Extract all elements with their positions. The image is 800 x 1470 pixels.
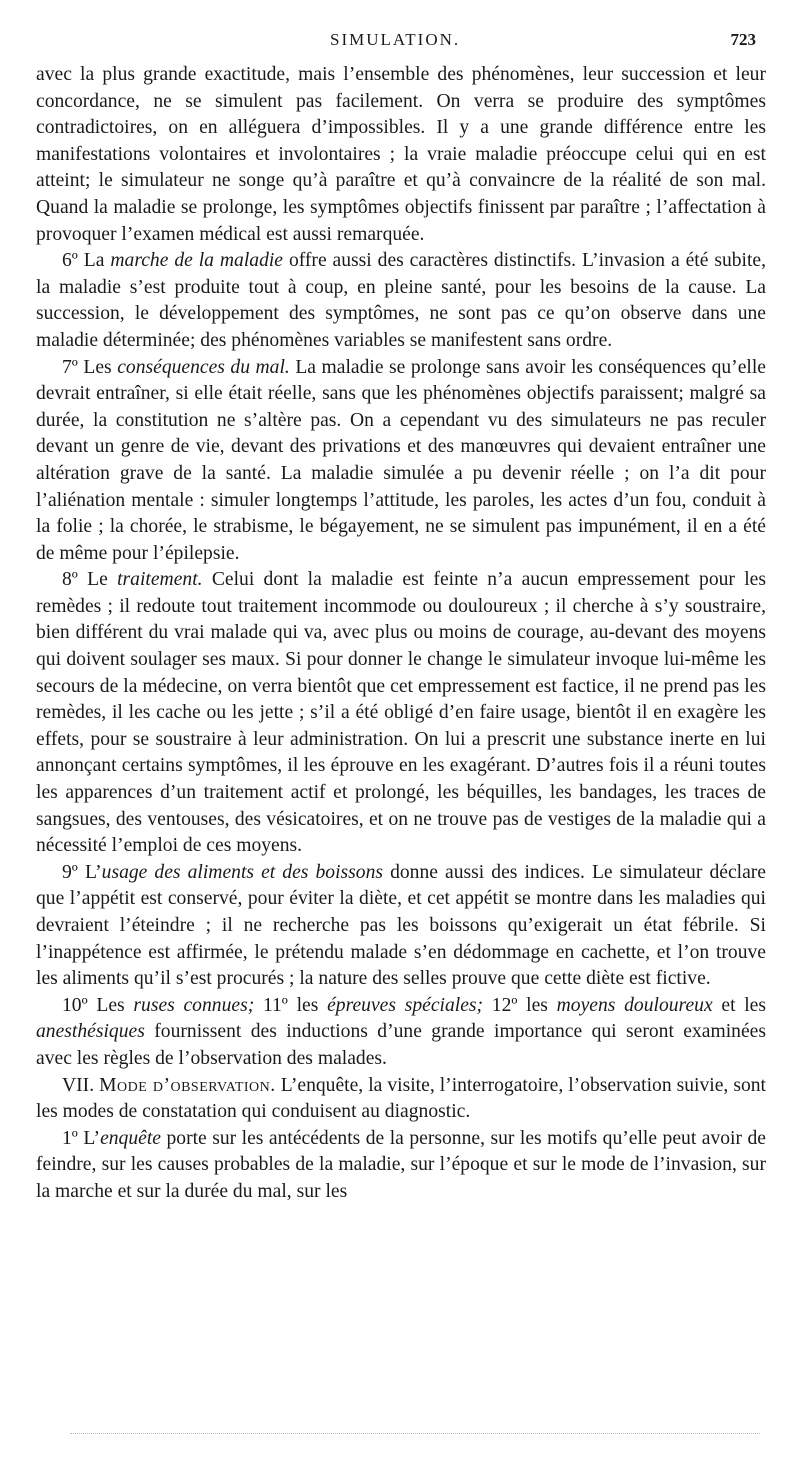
paragraph-lead: Les: [83, 356, 112, 378]
item-number: 7º: [62, 356, 78, 378]
emphasized-term: moyens douloureux: [556, 994, 713, 1016]
paragraph-text: donne aussi des indices. Le simulateur déclare que l’appétit est conservé, pour éviter la diète, et cet appétit se montre dans les maladies qui devraient l’éteindre ; il ne recherche pas les boissons qu’exigerait un état fébrile. Si l’inappétence est affirmée, le prétendu malade s’en dédommage en cachette, et l’on trouve les aliments qu’il s’est procurés ; la nature des selles prouve que cette diète est fictive.: [36, 861, 767, 990]
paragraph-1: [36, 1126, 766, 1206]
paragraph-lead: les: [296, 994, 319, 1016]
emphasized-term: enquête: [100, 1127, 161, 1149]
paragraph-text: porte sur les antécédents de la personne, sur les motifs qu’elle peut avoir de feindre, sur les causes probables de la maladie, sur l’époque et sur le mode de l’invasion, sur la marche et sur la durée du mal, sur les: [36, 1127, 766, 1202]
paragraph-7: [36, 355, 766, 568]
emphasized-term: ruses connues;: [133, 994, 255, 1016]
emphasized-term: conséquences du mal.: [117, 356, 290, 378]
paragraph-text: L’enquête, la visite, l’interrogatoire, l’observation suivie, sont les modes de constatation qui conduisent au diagnostic.: [36, 1074, 766, 1123]
emphasized-term: épreuves spéciales;: [327, 994, 484, 1016]
section-vii: [36, 1073, 766, 1126]
item-number: 12º: [491, 994, 518, 1016]
paragraph-text: avec la plus grande exactitude, mais l’ensemble des phénomènes, leur succession et leur concordance, ne se simulent pas facilement. On verra se produire des symptômes contradictoires, on en alléguera d’impossibles. Il y a une grande différence entre les manifestations volontaires et involontaires ; la vraie maladie préoccupe celui qui en est atteint; le simulateur ne songe qu’à paraître et qu’à convaincre de la réalité de son mal. Quand la maladie se prolonge, les symptômes objectifs finissent par paraître ; l’affectation à provoquer l’examen médical est aussi remarquée.: [36, 64, 766, 245]
paragraph-lead: L’: [84, 861, 102, 883]
item-number: 6º: [62, 250, 78, 272]
paragraph-text: La maladie se prolonge sans avoir les conséquences qu’elle devrait entraîner, si elle était réelle, sans que les phénomènes objectifs paraissent; malgré sa durée, la constitution ne s’altère pas. On a cependant vu des simulateurs ne pas reculer devant un genre de vie, devant des privations et des manœuvres qui devaient entraîner une altération grave de la santé. La maladie simulée a pu devenir réelle ; on l’a dit pour l’aliénation mentale : simuler longtemps l’attitude, les paroles, les actes d’un fou, conduit à la folie ; la chorée, le strabisme, le bégayement, ne se simulent pas impunément, il en a été de même pour l’épilepsie.: [36, 356, 766, 564]
item-number: 11º: [262, 994, 288, 1016]
paragraph-10-12: [36, 993, 766, 1073]
section-heading: Mode d’observation.: [99, 1074, 276, 1096]
paragraph-lead: Le: [87, 569, 108, 591]
paragraph-9: [36, 860, 766, 993]
item-number: 8º: [62, 569, 78, 591]
section-number: VII.: [62, 1074, 95, 1096]
paragraph-lead: Les: [96, 994, 125, 1016]
emphasized-term: marche de la maladie: [110, 250, 284, 272]
paragraph-text: offre aussi des caractères distinctifs. L’invasion a été subite, la maladie s’est produite tout à coup, en pleine santé, pour les besoins de la cause. La succession, le développement des symptômes, ne sont pas ce qu’on observe dans une maladie déterminée; des phénomènes variables se manifestent sans ordre.: [36, 250, 767, 351]
emphasized-term: usage des aliments et des boissons: [101, 861, 383, 883]
emphasized-term: traitement.: [117, 569, 203, 591]
body-text: [36, 62, 766, 1206]
paragraph-lead: les: [526, 994, 548, 1016]
paragraph-6: [36, 248, 766, 354]
emphasized-term: anesthésiques: [36, 1021, 145, 1043]
item-number: 9º: [62, 861, 78, 883]
paragraph-text: fournissent des inductions d’une grande importance qui seront examinées avec les règles de l’observation des malades.: [36, 1021, 766, 1069]
page-header: [0, 30, 800, 58]
item-number: 10º: [62, 994, 88, 1016]
paragraph-8: [36, 567, 766, 860]
footer-dotted-rule: [70, 1433, 760, 1434]
paragraph-text: Celui dont la maladie est feinte n’a aucun empressement pour les remèdes ; il redoute tout traitement incommode ou douloureux ; il cherche à s’y soustraire, bien différent du vrai malade qui va, avec plus ou moins de courage, au-devant des moyens qui doivent soulager ses maux. Si pour donner le change le simulateur invoque lui-même les secours de la médecine, on verra bientôt que cet empressement est factice, il ne prend pas les remèdes, il les cache ou les jette ; s’il a été obligé d’en faire usage, bientôt il en exagère les effets, pour se soustraire à leur administration. On lui a prescrit une substance inerte en lui annonçant certains symptômes, il les éprouve en les exagérant. D’autres fois il a réuni toutes les apparences d’un traitement actif et prolongé, les béquilles, les bandages, les traces de sangsues, des ventouses, des vésicatoires, et on ne trouve pas de vestiges de la maladie qui a nécessité l’emploi de ces moyens.: [36, 569, 766, 857]
page-number: 723: [730, 30, 756, 49]
item-number: 1º: [62, 1127, 78, 1149]
running-title: SIMULATION.: [330, 30, 461, 49]
paragraph-connector: et les: [721, 994, 766, 1016]
paragraph-lead: La: [83, 250, 105, 272]
paragraph-lead: L’: [83, 1127, 101, 1149]
paragraph-continued: [36, 62, 766, 248]
